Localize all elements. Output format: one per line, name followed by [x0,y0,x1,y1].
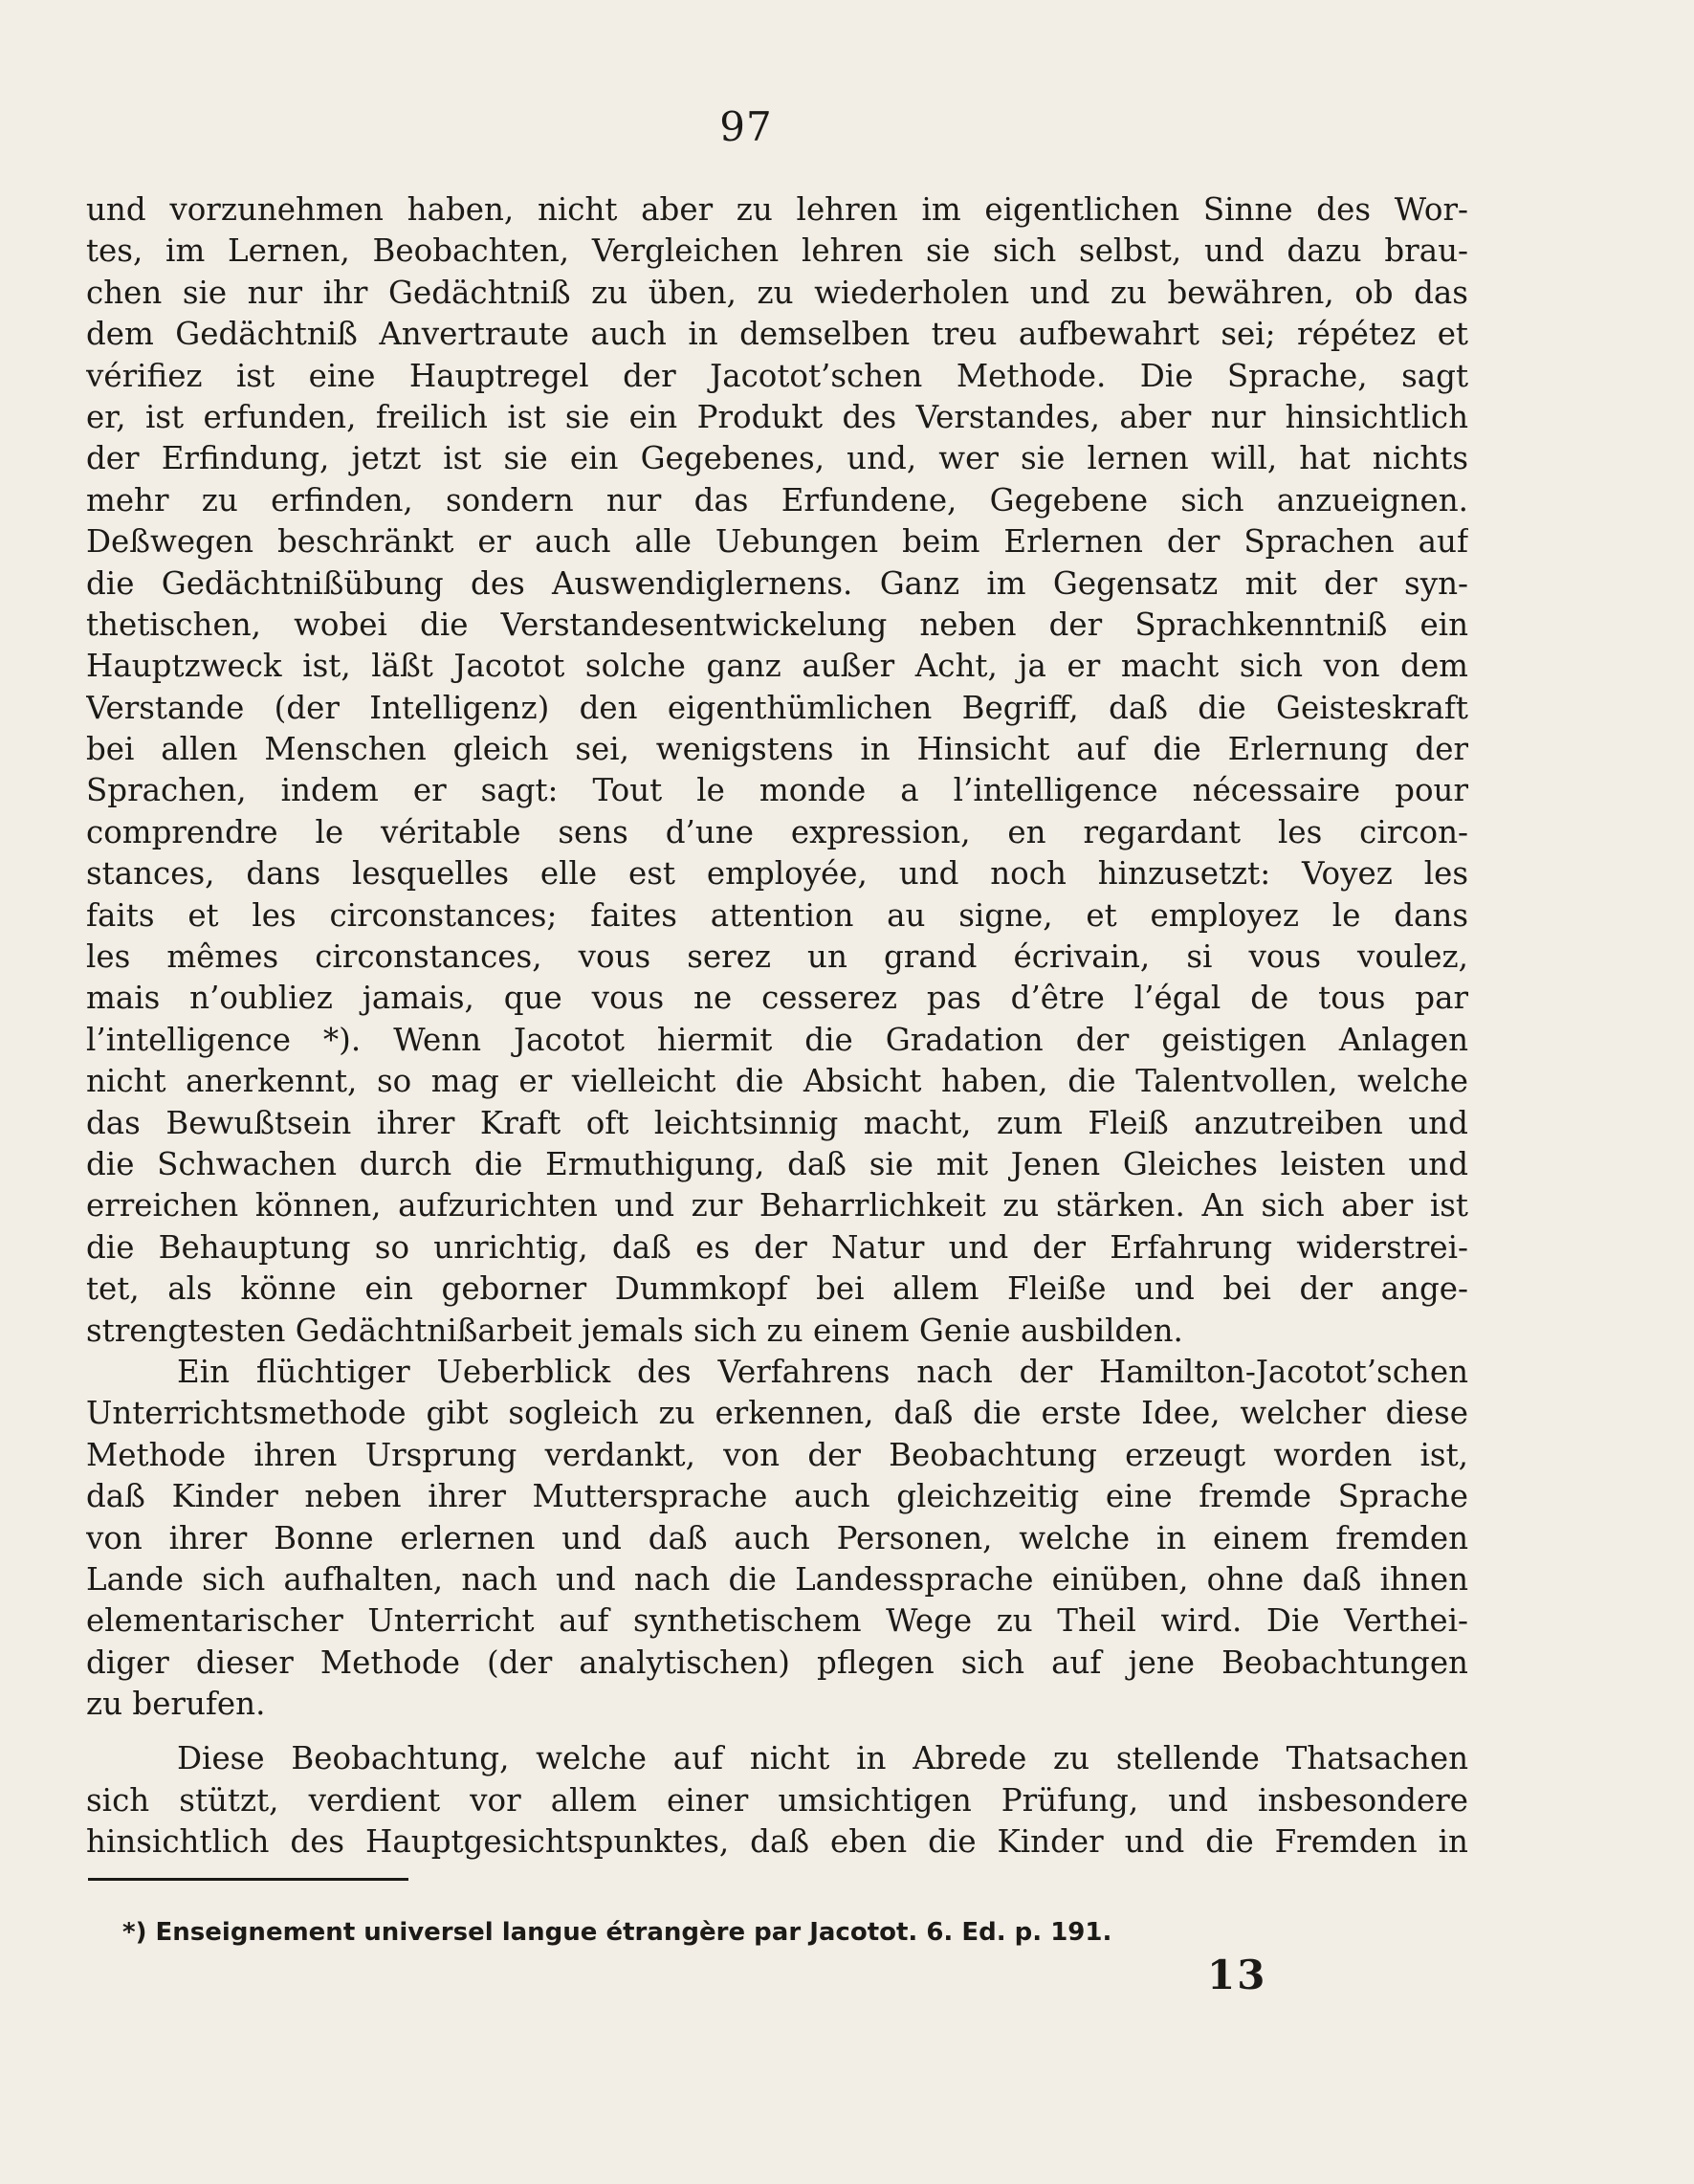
text-line: Unterrichtsmethode gibt sogleich zu erkennen, daß die erste Idee, welcher diese [86,1395,1468,1432]
text-line: der Erfindung, jetzt ist sie ein Gegebenes, und, wer sie lernen will, hat nichts [86,440,1468,477]
text-line: Diese Beobachtung, welche auf nicht in Abrede zu stellende Thatsachen [177,1740,1468,1777]
text-line: stances, dans lesquelles elle est employée, und noch hinzusetzt: Voyez les [86,855,1468,893]
text-line: elementarischer Unterricht auf synthetischem Wege zu Theil wird. Die Verthei- [86,1602,1468,1640]
text-line: daß Kinder neben ihrer Muttersprache auch gleichzeitig eine fremde Sprache [86,1478,1468,1515]
text-line: von ihrer Bonne erlernen und daß auch Personen, welche in einem fremden [86,1519,1468,1556]
text-line: sich stützt, verdient vor allem einer umsichtigen Prüfung, und insbesondere [86,1781,1468,1819]
text-line: diger dieser Methode (der analytischen) pflegen sich auf jene Beobachtungen [86,1644,1468,1681]
text-line: thetischen, wobei die Verstandesentwickelung neben der Sprachkenntniß ein [86,606,1468,643]
text-line: l’intelligence *). Wenn Jacotot hiermit die Gradation der geistigen Anlagen [86,1021,1468,1058]
paragraph-3 [86,1738,1468,1863]
text-line: die Behauptung so unrichtig, daß es der Natur und der Erfahrung widerstrei- [86,1228,1468,1266]
text-line: dem Gedächtniß Anvertraute auch in demselben treu aufbewahrt sei; répétez et [86,316,1468,353]
footnote-divider [88,1878,408,1881]
text-line: erreichen können, aufzurichten und zur Beharrlichkeit zu stärken. An sich aber ist [86,1187,1468,1224]
paragraph-2 [86,1352,1468,1726]
text-line: bei allen Menschen gleich sei, wenigstens in Hinsicht auf die Erlernung der [86,731,1468,768]
text-line: die Schwachen durch die Ermuthigung, daß sie mit Jenen Gleiches leisten und [86,1145,1468,1182]
text-line: die Gedächtnißübung des Auswendiglernens. Ganz im Gegensatz mit der syn- [86,564,1468,602]
text-line: er, ist erfunden, freilich ist sie ein Produkt des Verstandes, aber nur hinsichtlich [86,398,1468,435]
text-line: chen sie nur ihr Gedächtniß zu üben, zu wiederholen und zu bewähren, ob das [86,274,1468,311]
text-line: strengtesten Gedächtnißarbeit jemals sich zu einem Genie ausbilden. [86,1312,1183,1349]
paragraph-gap [86,1725,1468,1738]
text-line: Hauptzweck ist, läßt Jacotot solche ganz außer Acht, ja er macht sich von dem [86,648,1468,685]
text-line: mais n’oubliez jamais, que vous ne cesserez pas d’être l’égal de tous par [86,980,1468,1017]
text-line: vérifiez ist eine Hauptregel der Jacotot’schen Methode. Die Sprache, sagt [86,357,1468,394]
text-line: das Bewußtsein ihrer Kraft oft leichtsinnig macht, zum Fleiß anzutreiben und [86,1104,1468,1141]
signature-mark: 13 [1207,1952,1267,1998]
text-line: comprendre le véritable sens d’une expression, en regardant les circon- [86,813,1468,850]
text-line: Methode ihren Ursprung verdankt, von der Beobachtung erzeugt worden ist, [86,1436,1468,1473]
text-line: faits et les circonstances; faites attention au signe, et employez le dans [86,896,1468,934]
text-line: les mêmes circonstances, vous serez un grand écrivain, si vous voulez, [86,938,1468,976]
text-line: zu berufen. [86,1686,266,1723]
paragraph-1 [86,189,1468,1352]
text-line: tet, als könne ein geborner Dummkopf bei allem Fleiße und bei der ange- [86,1270,1468,1308]
body-text [86,189,1468,1864]
text-line: Verstande (der Intelligenz) den eigenthümlichen Begriff, daß die Geisteskraft [86,689,1468,726]
text-line: hinsichtlich des Hauptgesichtspunktes, daß eben die Kinder und die Fremden in [86,1823,1468,1861]
page-number: 97 [719,103,773,150]
text-line: und vorzunehmen haben, nicht aber zu lehren im eigentlichen Sinne des Wor- [86,191,1468,228]
text-line: Deßwegen beschränkt er auch alle Uebungen beim Erlernen der Sprachen auf [86,523,1468,561]
footnote: *) Enseignement universel langue étrangère par Jacotot. 6. Ed. p. 191. [122,1918,1112,1947]
text-line: mehr zu erfinden, sondern nur das Erfundene, Gegebene sich anzueignen. [86,481,1468,518]
text-line: Sprachen, indem er sagt: Tout le monde a l’intelligence nécessaire pour [86,772,1468,809]
text-line: Ein flüchtiger Ueberblick des Verfahrens nach der Hamilton-Jacotot’schen [177,1353,1468,1390]
text-line: tes, im Lernen, Beobachten, Vergleichen lehren sie sich selbst, und dazu brau- [86,232,1468,270]
text-line: Lande sich aufhalten, nach und nach die Landessprache einüben, ohne daß ihnen [86,1560,1468,1598]
text-line: nicht anerkennt, so mag er vielleicht die Absicht haben, die Talentvollen, welche [86,1063,1468,1100]
